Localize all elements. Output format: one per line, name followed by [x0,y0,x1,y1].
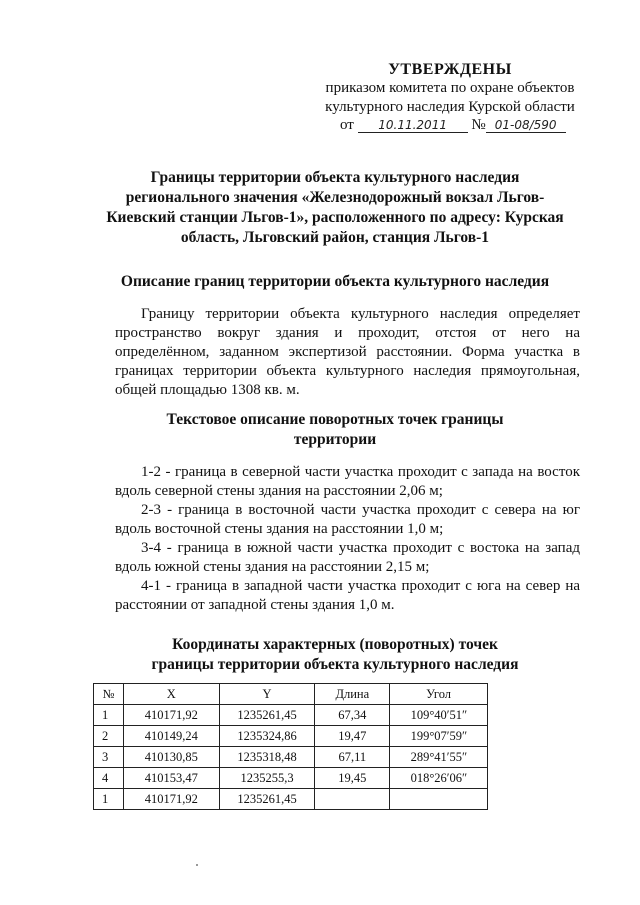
table-cell: 018°26ʹ06ʺ [390,768,488,789]
table-cell [315,789,390,810]
table-cell: 410171,92 [123,789,219,810]
section2-body [115,463,580,615]
table-row [94,768,488,789]
boundary-item: 3-4 - граница в южной части участка проходит с востока на запад вдоль южной стены здания на расстоянии 2,15 м; [115,540,580,575]
table-cell [390,789,488,810]
section1-body [115,305,580,400]
table-cell: 410153,47 [123,768,219,789]
from-label: от [340,117,354,133]
coordinates-table [93,683,488,810]
header-cell: Угол [390,684,488,705]
table-cell: 67,11 [315,747,390,768]
table-cell: 410130,85 [123,747,219,768]
table-cell: 1 [94,789,124,810]
table-cell: 289°41ʹ55ʺ [390,747,488,768]
number-label: № [471,117,486,133]
table-cell: 19,45 [315,768,390,789]
boundary-item: 1-2 - граница в северной части участка проходит с запада на восток вдоль северной стены здания на расстоянии 2,06 м; [115,464,580,499]
table-cell: 67,34 [315,705,390,726]
header-cell: Y [219,684,315,705]
document-title: Границы территории объекта культурного наследия регионального значения «Железнодорожный вокзал Льгов-Киевский станции Льгов-1», расположенного по адресу: Курская область, Льговский район, станция Льгов-1 [106,169,564,246]
table-cell: 2 [94,726,124,747]
table-row [94,789,488,810]
table-cell: 199°07ʹ59ʺ [390,726,488,747]
table-cell: 19,47 [315,726,390,747]
table-cell: 3 [94,747,124,768]
table-cell: 1235318,48 [219,747,315,768]
table-cell: 1235261,45 [219,705,315,726]
section1-text: Границу территории объекта культурного наследия определяет пространство вокруг здания и проходит, отстоя от него на определённом, заданном экспертизой расстоянии. Форма участка в границах территории объекта культурного наследия прямоугольная, общей площадью 1308 кв. м. [115,306,580,398]
table-header-row [94,684,488,705]
table-cell: 1235255,3 [219,768,315,789]
approval-heading: УТВЕРЖДЕНЫ [388,61,512,78]
approval-number: 01-08/590 [486,118,566,133]
header-cell: № [94,684,124,705]
section3-heading-line-2: границы территории объекта культурного наследия [151,656,519,673]
approval-date: 10.11.2011 [358,118,468,133]
approval-block [300,60,600,117]
table-cell: 410149,24 [123,726,219,747]
boundary-item: 2-3 - граница в восточной части участка проходит с севера на юг вдоль восточной стены здания на расстоянии 1,0 м; [115,502,580,537]
boundary-item: 4-1 - граница в западной части участка проходит с юга на север на расстоянии от западной стены здания 1,0 м. [115,578,580,613]
section1-heading: Описание границ территории объекта культурного наследия [120,273,550,290]
header-cell: Длина [315,684,390,705]
table-cell: 1235261,45 [219,789,315,810]
approval-line-1: приказом комитета по охране объектов [325,80,575,96]
approval-date-line [340,117,600,134]
section2-heading: Текстовое описание поворотных точек границы территории [166,411,504,448]
table-cell: 4 [94,768,124,789]
header-cell: X [123,684,219,705]
approval-line-2: культурного наследия Курской области [325,99,575,115]
section3-heading [100,635,570,675]
table-cell: 410171,92 [123,705,219,726]
table-cell: 1235324,86 [219,726,315,747]
table-row [94,747,488,768]
table-row [94,726,488,747]
table-cell: 109°40ʹ51ʺ [390,705,488,726]
table-cell: 1 [94,705,124,726]
table-row [94,705,488,726]
scan-speck [196,864,198,866]
section3-heading-line-1: Координаты характерных (поворотных) точек [172,636,498,653]
